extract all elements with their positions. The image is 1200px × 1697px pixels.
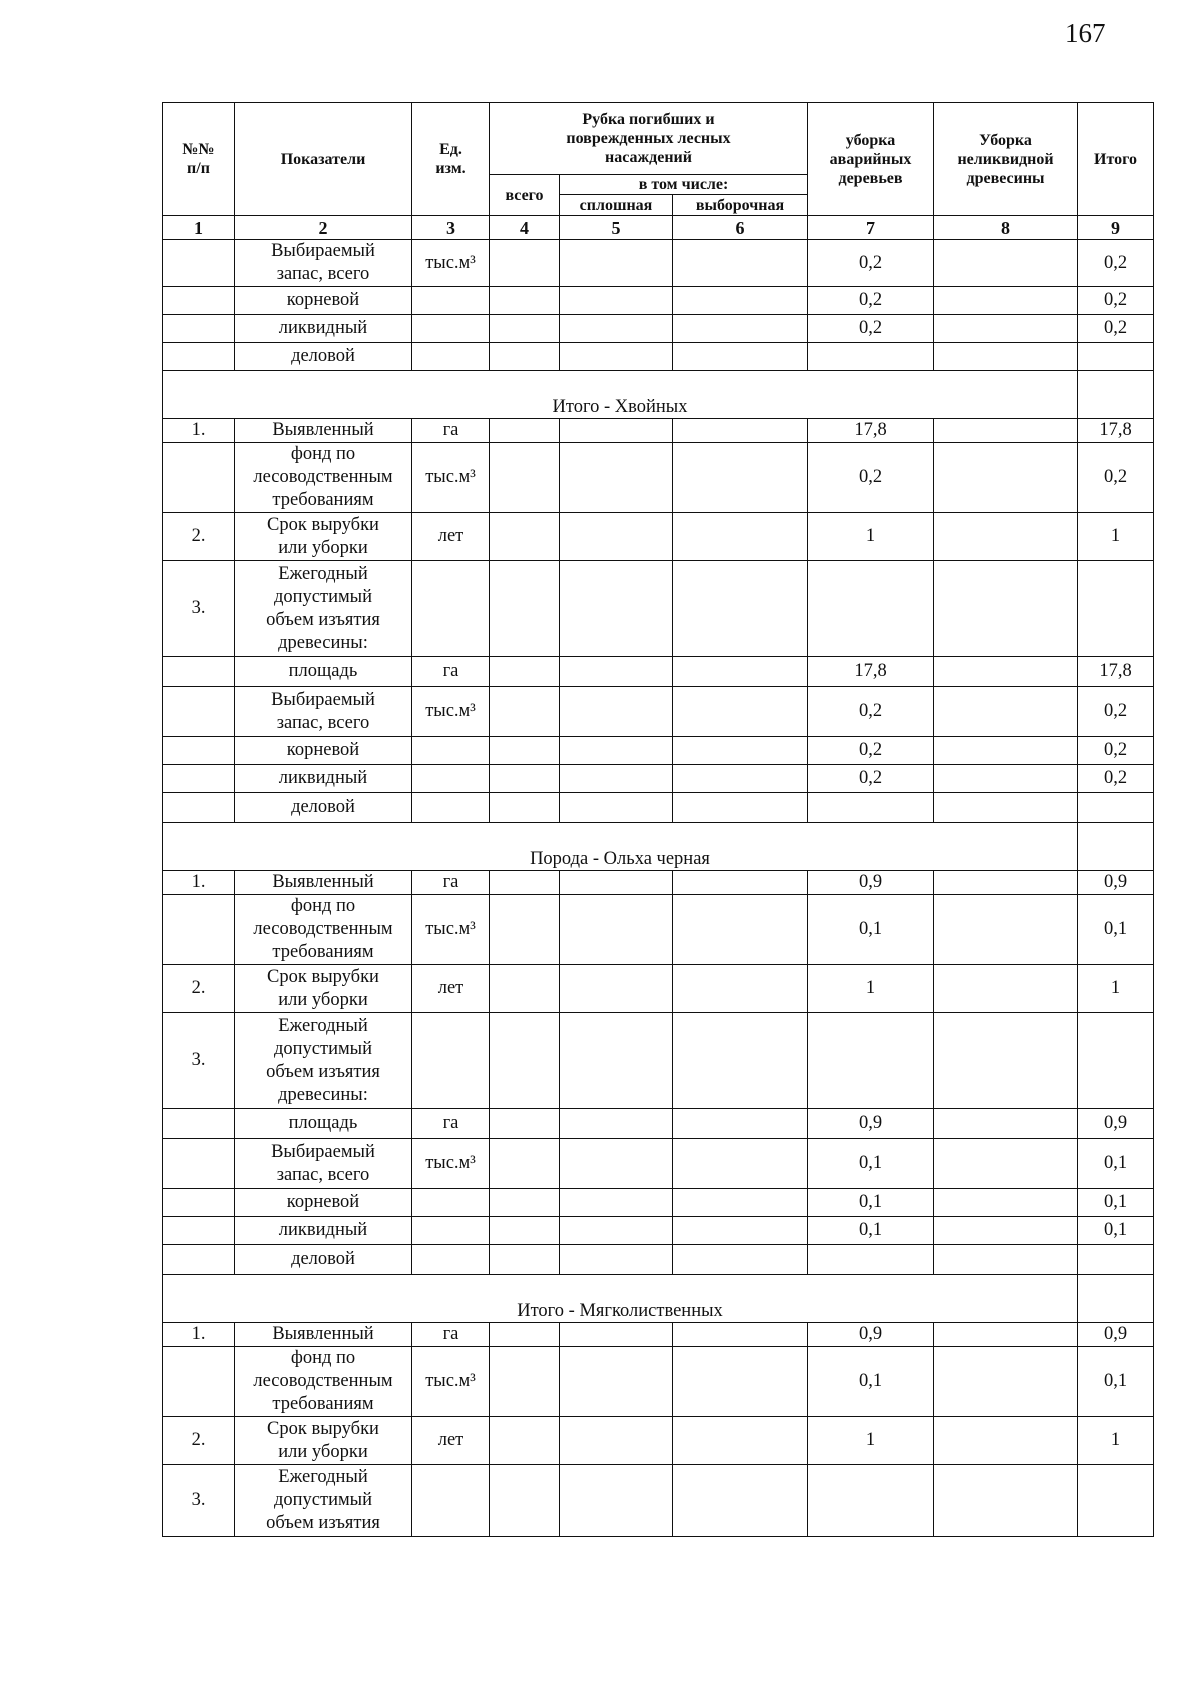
unit-cell: тыс.м³	[412, 895, 490, 965]
total-felling-cell	[490, 1109, 560, 1139]
column-number: 1	[163, 216, 235, 240]
illiquid-wood-cell	[934, 513, 1078, 561]
unit-cell: га	[412, 419, 490, 443]
clear-cut-cell	[560, 1139, 673, 1189]
indicator-cell: корневой	[235, 737, 412, 765]
table-row	[163, 561, 1154, 657]
selective-cut-cell	[673, 1323, 808, 1347]
total-felling-cell	[490, 1417, 560, 1465]
clear-cut-cell	[560, 793, 673, 823]
emergency-trees-cell: 0,9	[808, 1109, 934, 1139]
total-cell	[1078, 793, 1154, 823]
selective-cut-cell	[673, 1217, 808, 1245]
selective-cut-cell	[673, 561, 808, 657]
total-felling-cell	[490, 1323, 560, 1347]
section-total-cell	[1078, 1275, 1154, 1323]
total-cell: 0,9	[1078, 1323, 1154, 1347]
total-cell: 0,2	[1078, 737, 1154, 765]
total-cell: 0,2	[1078, 765, 1154, 793]
unit-cell: тыс.м³	[412, 1139, 490, 1189]
total-cell: 0,1	[1078, 895, 1154, 965]
indicator-cell: площадь	[235, 1109, 412, 1139]
selective-cut-cell	[673, 1347, 808, 1417]
row-number-cell	[163, 315, 235, 343]
unit-cell: лет	[412, 1417, 490, 1465]
header-all: всего	[490, 175, 560, 216]
total-felling-cell	[490, 1217, 560, 1245]
total-cell: 1	[1078, 965, 1154, 1013]
emergency-trees-cell	[808, 561, 934, 657]
unit-cell: тыс.м³	[412, 687, 490, 737]
emergency-trees-cell: 0,2	[808, 240, 934, 287]
indicator-cell: Срок вырубки или уборки	[235, 1417, 412, 1465]
row-number-cell	[163, 765, 235, 793]
section-title: Итого - Мягколиственных	[163, 1275, 1078, 1323]
unit-cell	[412, 737, 490, 765]
illiquid-wood-cell	[934, 287, 1078, 315]
indicator-cell: Срок вырубки или уборки	[235, 965, 412, 1013]
clear-cut-cell	[560, 343, 673, 371]
illiquid-wood-cell	[934, 1417, 1078, 1465]
illiquid-wood-cell	[934, 240, 1078, 287]
total-felling-cell	[490, 1347, 560, 1417]
total-cell: 0,9	[1078, 1109, 1154, 1139]
emergency-trees-cell: 0,1	[808, 1217, 934, 1245]
forest-felling-table	[162, 102, 1154, 1537]
row-number-cell	[163, 443, 235, 513]
unit-cell: га	[412, 657, 490, 687]
row-number-cell	[163, 343, 235, 371]
header-total: Итого	[1078, 103, 1154, 216]
total-felling-cell	[490, 561, 560, 657]
emergency-trees-cell: 0,2	[808, 443, 934, 513]
row-number-cell: 2.	[163, 965, 235, 1013]
row-number-cell	[163, 1347, 235, 1417]
row-number-cell: 1.	[163, 1323, 235, 1347]
table-row	[163, 1465, 1154, 1537]
unit-cell: тыс.м³	[412, 443, 490, 513]
section-total-cell	[1078, 823, 1154, 871]
illiquid-wood-cell	[934, 561, 1078, 657]
table-row	[163, 315, 1154, 343]
clear-cut-cell	[560, 687, 673, 737]
total-cell: 1	[1078, 513, 1154, 561]
section-row	[163, 371, 1154, 419]
indicator-cell: Ежегодный допустимый объем изъятия древесины:	[235, 1013, 412, 1109]
column-number: 9	[1078, 216, 1154, 240]
total-cell	[1078, 1465, 1154, 1537]
row-number-cell	[163, 240, 235, 287]
total-felling-cell	[490, 315, 560, 343]
selective-cut-cell	[673, 793, 808, 823]
illiquid-wood-cell	[934, 1013, 1078, 1109]
unit-cell	[412, 1189, 490, 1217]
table-row	[163, 793, 1154, 823]
emergency-trees-cell: 0,1	[808, 895, 934, 965]
total-felling-cell	[490, 1465, 560, 1537]
row-number-cell	[163, 793, 235, 823]
table-row	[163, 1417, 1154, 1465]
clear-cut-cell	[560, 871, 673, 895]
clear-cut-cell	[560, 287, 673, 315]
row-number-cell: 1.	[163, 871, 235, 895]
selective-cut-cell	[673, 895, 808, 965]
table-row	[163, 871, 1154, 895]
illiquid-wood-cell	[934, 1245, 1078, 1275]
table-row	[163, 1347, 1154, 1417]
total-cell: 0,2	[1078, 443, 1154, 513]
header-illiquid-wood: Уборка неликвидной древесины	[934, 103, 1078, 216]
illiquid-wood-cell	[934, 895, 1078, 965]
total-felling-cell	[490, 1013, 560, 1109]
emergency-trees-cell: 0,1	[808, 1189, 934, 1217]
indicator-cell: фонд по лесоводственным требованиям	[235, 895, 412, 965]
illiquid-wood-cell	[934, 687, 1078, 737]
selective-cut-cell	[673, 871, 808, 895]
emergency-trees-cell: 0,2	[808, 737, 934, 765]
header-felling-group: Рубка погибших и поврежденных лесных насаждений	[490, 103, 808, 175]
total-cell: 17,8	[1078, 657, 1154, 687]
row-number-cell: 1.	[163, 419, 235, 443]
total-cell	[1078, 1013, 1154, 1109]
row-number-cell	[163, 895, 235, 965]
selective-cut-cell	[673, 737, 808, 765]
row-number-cell	[163, 1245, 235, 1275]
illiquid-wood-cell	[934, 315, 1078, 343]
clear-cut-cell	[560, 443, 673, 513]
clear-cut-cell	[560, 1465, 673, 1537]
total-cell: 1	[1078, 1417, 1154, 1465]
total-felling-cell	[490, 793, 560, 823]
total-felling-cell	[490, 1139, 560, 1189]
emergency-trees-cell: 0,2	[808, 287, 934, 315]
table-body	[163, 240, 1154, 1537]
row-number-cell: 3.	[163, 561, 235, 657]
selective-cut-cell	[673, 965, 808, 1013]
illiquid-wood-cell	[934, 1323, 1078, 1347]
unit-cell	[412, 561, 490, 657]
total-felling-cell	[490, 1189, 560, 1217]
row-number-cell	[163, 657, 235, 687]
unit-cell	[412, 765, 490, 793]
clear-cut-cell	[560, 1189, 673, 1217]
header-including: в том числе:	[560, 175, 808, 195]
emergency-trees-cell: 1	[808, 1417, 934, 1465]
selective-cut-cell	[673, 1417, 808, 1465]
illiquid-wood-cell	[934, 1347, 1078, 1417]
table-row	[163, 765, 1154, 793]
clear-cut-cell	[560, 561, 673, 657]
total-cell	[1078, 343, 1154, 371]
table-row	[163, 443, 1154, 513]
row-number-cell	[163, 687, 235, 737]
unit-cell	[412, 1013, 490, 1109]
row-number-cell: 2.	[163, 513, 235, 561]
table-row	[163, 1323, 1154, 1347]
table-row	[163, 657, 1154, 687]
table-row	[163, 1013, 1154, 1109]
unit-cell	[412, 793, 490, 823]
indicator-cell: площадь	[235, 657, 412, 687]
table-row	[163, 1139, 1154, 1189]
total-cell: 0,1	[1078, 1347, 1154, 1417]
selective-cut-cell	[673, 1013, 808, 1109]
indicator-cell: фонд по лесоводственным требованиям	[235, 1347, 412, 1417]
illiquid-wood-cell	[934, 343, 1078, 371]
table-header	[163, 103, 1154, 240]
indicator-cell: деловой	[235, 1245, 412, 1275]
emergency-trees-cell	[808, 793, 934, 823]
total-felling-cell	[490, 443, 560, 513]
unit-cell: тыс.м³	[412, 1347, 490, 1417]
row-number-cell	[163, 737, 235, 765]
total-cell: 0,2	[1078, 287, 1154, 315]
selective-cut-cell	[673, 343, 808, 371]
total-cell: 0,2	[1078, 687, 1154, 737]
header-indicators: Показатели	[235, 103, 412, 216]
column-number: 3	[412, 216, 490, 240]
unit-cell	[412, 1245, 490, 1275]
total-felling-cell	[490, 419, 560, 443]
indicator-cell: корневой	[235, 287, 412, 315]
emergency-trees-cell	[808, 1465, 934, 1537]
header-selective-cut: выборочная	[673, 195, 808, 216]
emergency-trees-cell: 1	[808, 513, 934, 561]
column-number: 6	[673, 216, 808, 240]
total-cell: 0,1	[1078, 1217, 1154, 1245]
total-felling-cell	[490, 965, 560, 1013]
selective-cut-cell	[673, 687, 808, 737]
illiquid-wood-cell	[934, 443, 1078, 513]
table-row	[163, 1245, 1154, 1275]
total-felling-cell	[490, 287, 560, 315]
section-title: Порода - Ольха черная	[163, 823, 1078, 871]
emergency-trees-cell: 0,1	[808, 1139, 934, 1189]
section-row	[163, 823, 1154, 871]
clear-cut-cell	[560, 1245, 673, 1275]
total-cell: 0,1	[1078, 1189, 1154, 1217]
clear-cut-cell	[560, 315, 673, 343]
unit-cell: тыс.м³	[412, 240, 490, 287]
emergency-trees-cell: 17,8	[808, 419, 934, 443]
clear-cut-cell	[560, 657, 673, 687]
selective-cut-cell	[673, 1139, 808, 1189]
indicator-cell: Выбираемый запас, всего	[235, 240, 412, 287]
indicator-cell: ликвидный	[235, 1217, 412, 1245]
indicator-cell: Срок вырубки или уборки	[235, 513, 412, 561]
clear-cut-cell	[560, 1347, 673, 1417]
indicator-cell: Ежегодный допустимый объем изъятия древесины:	[235, 561, 412, 657]
section-row	[163, 1275, 1154, 1323]
selective-cut-cell	[673, 1189, 808, 1217]
header-clear-cut: сплошная	[560, 195, 673, 216]
row-number-cell: 3.	[163, 1013, 235, 1109]
unit-cell: лет	[412, 513, 490, 561]
table-row	[163, 1109, 1154, 1139]
total-felling-cell	[490, 871, 560, 895]
column-number: 7	[808, 216, 934, 240]
emergency-trees-cell	[808, 343, 934, 371]
section-total-cell	[1078, 371, 1154, 419]
table-row	[163, 687, 1154, 737]
selective-cut-cell	[673, 1245, 808, 1275]
indicator-cell: Выявленный	[235, 1323, 412, 1347]
illiquid-wood-cell	[934, 419, 1078, 443]
total-felling-cell	[490, 1245, 560, 1275]
illiquid-wood-cell	[934, 1109, 1078, 1139]
unit-cell	[412, 343, 490, 371]
column-number: 2	[235, 216, 412, 240]
illiquid-wood-cell	[934, 1217, 1078, 1245]
header-num: №№ п/п	[163, 103, 235, 216]
total-cell: 0,1	[1078, 1139, 1154, 1189]
illiquid-wood-cell	[934, 1139, 1078, 1189]
table-row	[163, 895, 1154, 965]
row-number-cell: 2.	[163, 1417, 235, 1465]
column-number-row	[163, 216, 1154, 240]
indicator-cell: фонд по лесоводственным требованиям	[235, 443, 412, 513]
selective-cut-cell	[673, 240, 808, 287]
total-cell: 0,2	[1078, 315, 1154, 343]
emergency-trees-cell: 0,9	[808, 1323, 934, 1347]
section-title: Итого - Хвойных	[163, 371, 1078, 419]
total-cell: 17,8	[1078, 419, 1154, 443]
emergency-trees-cell: 0,9	[808, 871, 934, 895]
indicator-cell: Выбираемый запас, всего	[235, 1139, 412, 1189]
clear-cut-cell	[560, 965, 673, 1013]
total-felling-cell	[490, 737, 560, 765]
row-number-cell	[163, 287, 235, 315]
total-cell: 0,2	[1078, 240, 1154, 287]
total-cell	[1078, 561, 1154, 657]
page-number: 167	[1065, 18, 1106, 48]
selective-cut-cell	[673, 287, 808, 315]
clear-cut-cell	[560, 895, 673, 965]
indicator-cell: деловой	[235, 793, 412, 823]
selective-cut-cell	[673, 513, 808, 561]
emergency-trees-cell: 0,1	[808, 1347, 934, 1417]
total-felling-cell	[490, 513, 560, 561]
clear-cut-cell	[560, 513, 673, 561]
emergency-trees-cell: 1	[808, 965, 934, 1013]
indicator-cell: ликвидный	[235, 315, 412, 343]
row-number-cell	[163, 1139, 235, 1189]
emergency-trees-cell: 0,2	[808, 315, 934, 343]
clear-cut-cell	[560, 419, 673, 443]
total-felling-cell	[490, 657, 560, 687]
illiquid-wood-cell	[934, 871, 1078, 895]
indicator-cell: Ежегодный допустимый объем изъятия	[235, 1465, 412, 1537]
clear-cut-cell	[560, 765, 673, 793]
total-felling-cell	[490, 765, 560, 793]
selective-cut-cell	[673, 443, 808, 513]
selective-cut-cell	[673, 657, 808, 687]
indicator-cell: деловой	[235, 343, 412, 371]
table-row	[163, 1217, 1154, 1245]
column-number: 5	[560, 216, 673, 240]
emergency-trees-cell: 0,2	[808, 765, 934, 793]
table-row	[163, 1189, 1154, 1217]
clear-cut-cell	[560, 240, 673, 287]
selective-cut-cell	[673, 315, 808, 343]
illiquid-wood-cell	[934, 737, 1078, 765]
table-row	[163, 343, 1154, 371]
illiquid-wood-cell	[934, 965, 1078, 1013]
row-number-cell	[163, 1109, 235, 1139]
total-felling-cell	[490, 895, 560, 965]
unit-cell	[412, 287, 490, 315]
unit-cell: га	[412, 1109, 490, 1139]
indicator-cell: Выбираемый запас, всего	[235, 687, 412, 737]
emergency-trees-cell: 0,2	[808, 687, 934, 737]
selective-cut-cell	[673, 765, 808, 793]
unit-cell	[412, 315, 490, 343]
selective-cut-cell	[673, 1465, 808, 1537]
table-row	[163, 419, 1154, 443]
row-number-cell	[163, 1217, 235, 1245]
unit-cell	[412, 1465, 490, 1537]
clear-cut-cell	[560, 1323, 673, 1347]
clear-cut-cell	[560, 1109, 673, 1139]
illiquid-wood-cell	[934, 1189, 1078, 1217]
unit-cell	[412, 1217, 490, 1245]
clear-cut-cell	[560, 1417, 673, 1465]
unit-cell: лет	[412, 965, 490, 1013]
table-row	[163, 287, 1154, 315]
illiquid-wood-cell	[934, 765, 1078, 793]
table-row	[163, 240, 1154, 287]
emergency-trees-cell: 17,8	[808, 657, 934, 687]
unit-cell: га	[412, 1323, 490, 1347]
clear-cut-cell	[560, 1013, 673, 1109]
indicator-cell: Выявленный	[235, 871, 412, 895]
row-number-cell: 3.	[163, 1465, 235, 1537]
total-felling-cell	[490, 343, 560, 371]
illiquid-wood-cell	[934, 1465, 1078, 1537]
total-felling-cell	[490, 687, 560, 737]
table-row	[163, 513, 1154, 561]
total-cell: 0,9	[1078, 871, 1154, 895]
column-number: 4	[490, 216, 560, 240]
indicator-cell: ликвидный	[235, 765, 412, 793]
illiquid-wood-cell	[934, 657, 1078, 687]
total-cell	[1078, 1245, 1154, 1275]
selective-cut-cell	[673, 1109, 808, 1139]
row-number-cell	[163, 1189, 235, 1217]
clear-cut-cell	[560, 1217, 673, 1245]
indicator-cell: корневой	[235, 1189, 412, 1217]
emergency-trees-cell	[808, 1013, 934, 1109]
table-row	[163, 965, 1154, 1013]
selective-cut-cell	[673, 419, 808, 443]
header-emergency-trees: уборка аварийных деревьев	[808, 103, 934, 216]
total-felling-cell	[490, 240, 560, 287]
illiquid-wood-cell	[934, 793, 1078, 823]
table-row	[163, 737, 1154, 765]
indicator-cell: Выявленный	[235, 419, 412, 443]
emergency-trees-cell	[808, 1245, 934, 1275]
unit-cell: га	[412, 871, 490, 895]
header-unit: Ед. изм.	[412, 103, 490, 216]
clear-cut-cell	[560, 737, 673, 765]
column-number: 8	[934, 216, 1078, 240]
